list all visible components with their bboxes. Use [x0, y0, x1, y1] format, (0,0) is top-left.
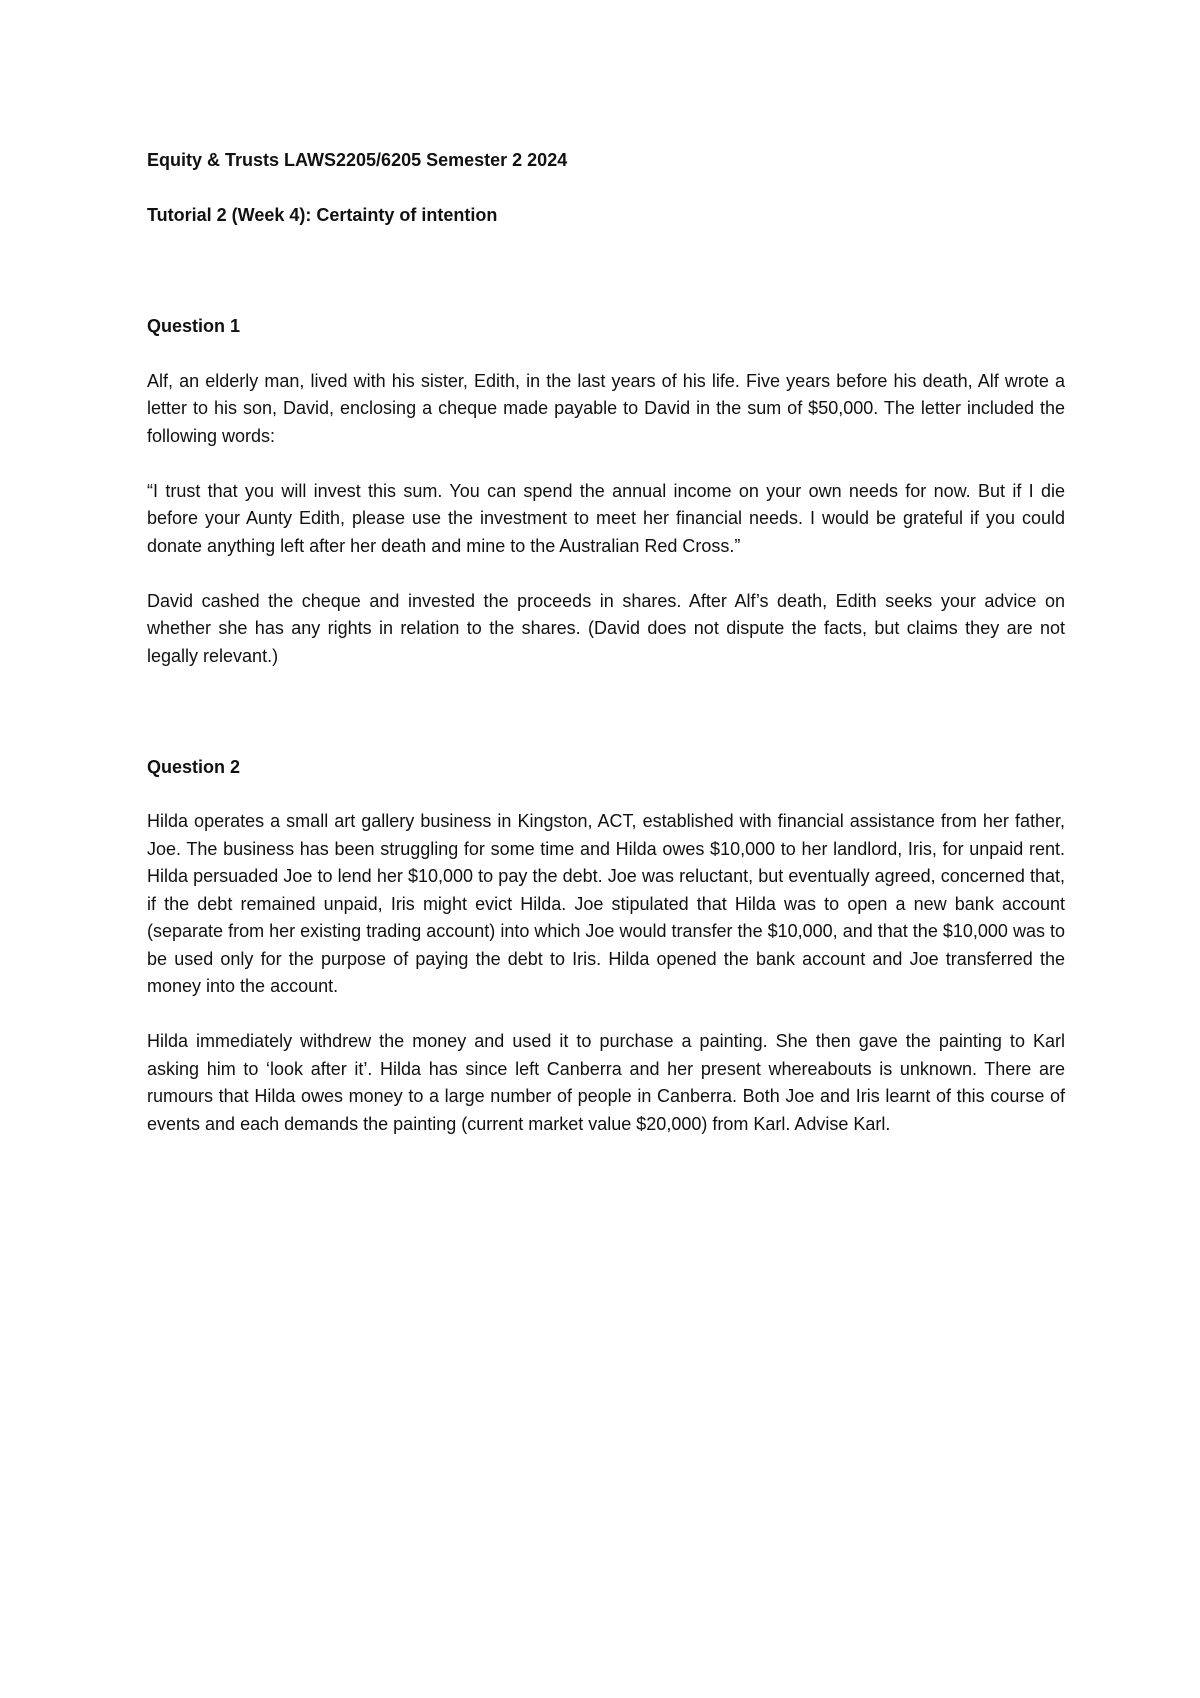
question-1-paragraph-3: David cashed the cheque and invested the proceeds in shares. After Alf’s death, Edith seeks your advice on whether she has any rights in relation to the shares. (David does not dispute the facts, but claims they are not legally relevant.): [147, 590, 1065, 666]
question-2-paragraph-1: Hilda operates a small art gallery business in Kingston, ACT, established with financial assistance from her father, Joe. The business has been struggling for some time and Hilda owes $10,000 to her landlord, Iris, for unpaid rent. Hilda persuaded Joe to lend her $10,000 to pay the debt. Joe was reluctant, but eventually agreed, concerned that, if the debt remained unpaid, Iris might evict Hilda. Joe stipulated that Hilda was to open a new bank account (separate from her existing trading account) into which Joe would transfer the $10,000, and that the $10,000 was to be used only for the purpose of paying the debt to Iris. Hilda opened the bank account and Joe transferred the money into the account.: [147, 811, 1065, 996]
section-spacer: [147, 698, 1065, 754]
question-2-paragraph-2: Hilda immediately withdrew the money and used it to purchase a painting. She then gave the painting to Karl asking him to ‘look after it’. Hilda has since left Canberra and her present whereabouts is unknown. There are rumours that Hilda owes money to a large number of people in Canberra. Both Joe and Iris learnt of this course of events and each demands the painting (current market value $20,000) from Karl. Advise Karl.: [147, 1031, 1065, 1134]
course-title: Equity & Trusts LAWS2205/6205 Semester 2 2024: [147, 150, 568, 170]
question-1-heading: Question 1: [147, 316, 241, 336]
question-1-paragraph-1: Alf, an elderly man, lived with his sister, Edith, in the last years of his life. Five years before his death, Alf wrote a letter to his son, David, enclosing a cheque made payable to David in the sum of $50,000. The letter included the following words:: [147, 370, 1065, 446]
question-1-quote: “I trust that you will invest this sum. You can spend the annual income on your own needs for now. But if I die before your Aunty Edith, please use the investment to meet her financial needs. I would be grateful if you could donate anything left after her death and mine to the Australian Red Cross.”: [147, 480, 1065, 556]
question-2-section: [147, 754, 1065, 1139]
question-2-heading: Question 2: [147, 756, 241, 777]
document-body: [147, 147, 1065, 1166]
tutorial-title: Tutorial 2 (Week 4): Certainty of intention: [147, 204, 498, 225]
question-1-section: [147, 313, 1065, 670]
